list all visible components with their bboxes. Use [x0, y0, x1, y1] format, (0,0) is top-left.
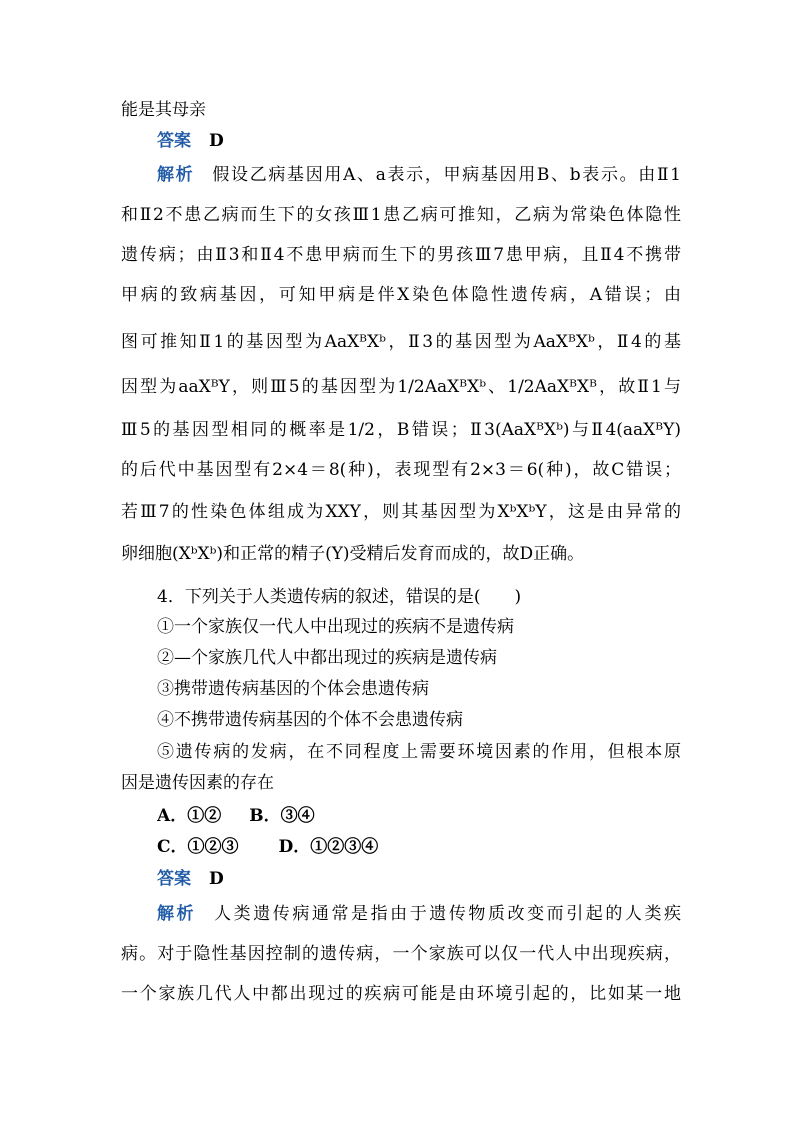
- question-stem: 4．下列关于人类遗传病的叙述，错误的是( ): [157, 587, 522, 607]
- analysis-label: 解析: [157, 165, 195, 185]
- statement-4: ④不携带遗传病基因的个体不会患遗传病: [157, 710, 463, 730]
- analysis-line: 因型为aaXᴮY，则Ⅲ5的基因型为1/2AaXᴮXᵇ、1/2AaXᴮXᴮ，故Ⅱ1与: [121, 377, 681, 397]
- options-row: [157, 835, 681, 859]
- analysis-line: 的后代中基因型有2×4＝8(种)，表现型有2×3＝6(种)，故C错误；: [121, 460, 681, 480]
- statement-5-cont: 因是遗传因素的存在: [121, 773, 274, 793]
- analysis-line: 病。对于隐性基因控制的遗传病，一个家族可以仅一代人中出现疾病，: [121, 944, 681, 964]
- answer-line: [157, 129, 681, 153]
- analysis-text: 人类遗传病通常是指由于遗传物质改变而引起的人类疾: [214, 904, 681, 924]
- option-c: C．①②③: [157, 837, 239, 857]
- analysis-line: 若Ⅲ7的性染色体组成为XXY，则其基因型为XᵇXᵇY，这是由异常的: [121, 502, 681, 522]
- options-row: [157, 804, 681, 828]
- option-d: D．①②③④: [278, 837, 379, 857]
- analysis-line: 图可推知Ⅱ1的基因型为AaXᴮXᵇ，Ⅱ3的基因型为AaXᴮXᵇ，Ⅱ4的基: [121, 332, 681, 352]
- analysis-text: 假设乙病基因用A、a表示，甲病基因用B、b表示。由Ⅱ1: [212, 165, 681, 185]
- option-b: B．③④: [249, 806, 315, 826]
- analysis-line: 遗传病；由Ⅱ3和Ⅱ4不患甲病而生下的男孩Ⅲ7患甲病，且Ⅱ4不携带: [121, 245, 681, 265]
- analysis-line: 一个家族几代人中都出现过的疾病可能是由环境引起的，比如某一地: [121, 984, 681, 1004]
- analysis-line: 甲病的致病基因，可知甲病是伴X染色体隐性遗传病，A错误；由: [121, 285, 681, 305]
- analysis-line: 和Ⅱ2不患乙病而生下的女孩Ⅲ1患乙病可推知，乙病为常染色体隐性: [121, 205, 681, 225]
- analysis-label: 解析: [157, 904, 197, 924]
- analysis-line: [157, 902, 681, 926]
- analysis-line: 卵细胞(XᵇXᵇ)和正常的精子(Y)受精后发育而成的，故D正确。: [121, 544, 585, 564]
- statement-3: ③携带遗传病基因的个体会患遗传病: [157, 679, 429, 699]
- option-a: A．①②: [157, 806, 222, 826]
- answer-label: 答案: [157, 869, 191, 889]
- analysis-line: Ⅲ5的基因型相同的概率是1/2，B错误；Ⅱ3(AaXᴮXᵇ)与Ⅱ4(aaXᴮY): [121, 420, 681, 440]
- text-line: 能是其母亲: [121, 100, 206, 120]
- answer-label: 答案: [157, 131, 191, 151]
- statement-5: ⑤遗传病的发病，在不同程度上需要环境因素的作用，但根本原: [157, 742, 681, 762]
- answer-value: D: [209, 869, 224, 889]
- answer-line: [157, 867, 681, 891]
- answer-value: D: [209, 131, 224, 151]
- analysis-line: [157, 163, 681, 187]
- statement-2: ②—个家族几代人中都出现过的疾病是遗传病: [157, 648, 497, 668]
- statement-1: ①一个家族仅一代人中出现过的疾病不是遗传病: [157, 617, 514, 637]
